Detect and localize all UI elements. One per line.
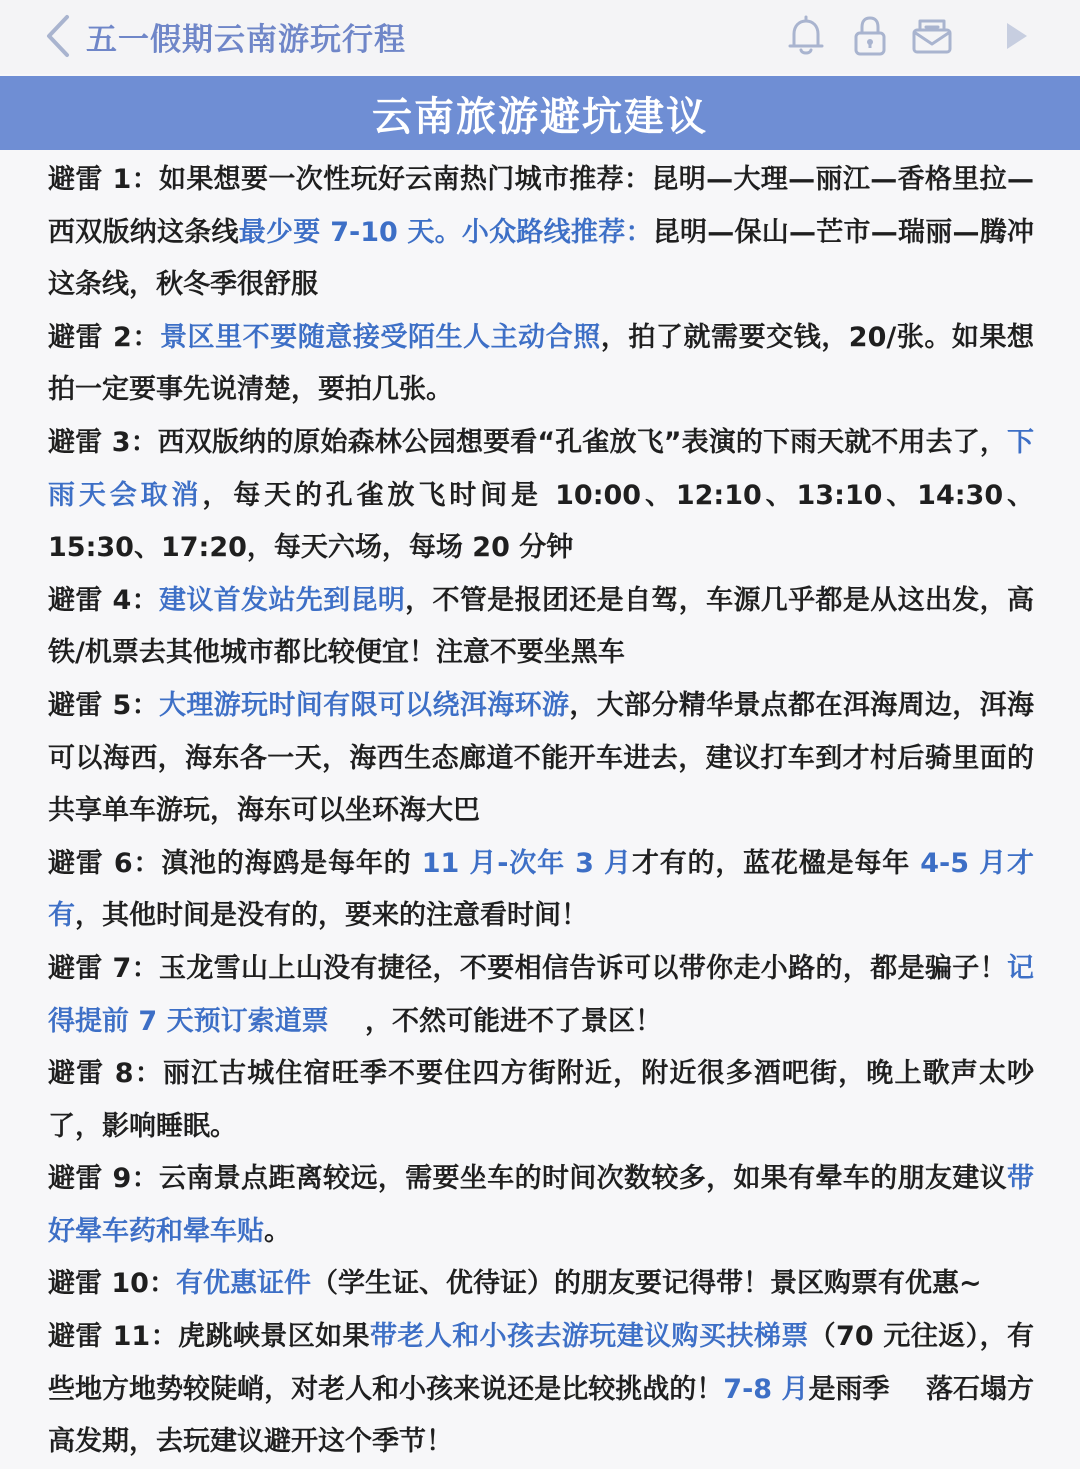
tip-text: 。 (264, 1215, 291, 1247)
tip-text: ，其他时间是没有的，要来的注意看时间！ (75, 900, 588, 932)
banner-title: 云南旅游避坑建议 (372, 93, 708, 140)
back-chevron-icon (43, 13, 73, 59)
lock-button[interactable] (846, 12, 894, 60)
bell-icon (786, 14, 826, 58)
highlight-text: 建议首发站先到昆明 (158, 584, 406, 616)
top-bar (0, 0, 1080, 74)
tip-text: 是雨季 落石塌方高发期，去玩建议避开这个季节！ (48, 1373, 1034, 1458)
tip-text: 避雷 11：虎跳峡景区如果 (48, 1321, 370, 1353)
back-button[interactable] (40, 12, 76, 60)
highlight-text: 4-5 月才有 (48, 847, 1035, 932)
mail-icon (910, 16, 954, 56)
tip-item (48, 1311, 1034, 1469)
tip-text: 避雷 8：丽江古城住宿旺季不要住四方街附近，附近很多酒吧街，晚上歌声太吵了，影响睡眠。 (48, 1058, 1034, 1142)
tip-text: ，不然可能进不了景区！ (328, 1005, 662, 1037)
tip-item (48, 838, 1034, 943)
tip-item (48, 1048, 1034, 1153)
tip-text: 避雷 5： (48, 689, 159, 721)
message-button[interactable] (908, 12, 956, 60)
play-button[interactable] (992, 12, 1040, 60)
tip-item (48, 417, 1034, 575)
highlight-text: 大理游玩时间有限可以绕洱海环游 (158, 689, 570, 721)
tip-text: ，每天的孔雀放飞时间是 10:00、12:10、13:10、14:30、15:30、17:20，每天六场，每场 20 分钟 (48, 479, 1034, 564)
highlight-text: 景区里不要随意接受陌生人主动合照 (159, 321, 601, 353)
lock-icon (852, 14, 888, 58)
highlight-text: 最少要 7-10 天。小众路线推荐： (238, 216, 653, 248)
highlight-text: 11 月-次年 3 月 (421, 847, 632, 879)
document-title: 五一假期云南游玩行程 (86, 22, 406, 58)
highlight-text: 7-8 月 (723, 1373, 809, 1405)
tip-text: 避雷 3：西双版纳的原始森林公园想要看“孔雀放飞”表演的下雨天就不用去了， (48, 426, 1007, 458)
tip-text: 避雷 1：如果想要一次性玩好云南热门城市推荐：昆明—大理—丽江—香格里拉—西双版纳这条线 (48, 164, 1034, 248)
tip-text: ，大部分精华景点都在洱海周边，洱海可以海西，海东各一天，海西生态廊道不能开车进去，建议打车到才村后骑里面的共享单车游玩，海东可以坐环海大巴 (48, 689, 1035, 827)
tip-item (48, 575, 1034, 680)
tip-item (48, 1153, 1034, 1258)
tip-text: ，不管是报团还是自驾，车源几乎都是从这出发，高铁/机票去其他城市都比较便宜！注意不要坐黑车 (48, 584, 1035, 669)
tip-text: （70 元往返），有些地方地势较陡峭，对老人和小孩来说还是比较挑战的！ (48, 1321, 1035, 1405)
highlight-text: 记得提前 7 天预订索道票 (48, 952, 1034, 1037)
play-arrow-icon (1001, 19, 1031, 53)
tip-text: 避雷 10： (48, 1268, 176, 1300)
highlight-text: 下雨天会取消 (48, 426, 1034, 511)
section-banner (0, 76, 1080, 150)
highlight-text: 带好晕车药和晕车贴 (48, 1163, 1034, 1247)
tip-text: 避雷 4： (48, 584, 159, 616)
highlight-text: 有优惠证件 (175, 1268, 311, 1300)
tip-text: 避雷 7：玉龙雪山上山没有捷径，不要相信告诉可以带你走小路的，都是骗子！ (48, 952, 1007, 984)
tip-text: （学生证、优待证）的朋友要记得带！景区购票有优惠~ (310, 1268, 982, 1300)
tip-text: 避雷 9：云南景点距离较远，需要坐车的时间次数较多，如果有晕车的朋友建议 (48, 1163, 1007, 1195)
tip-item (48, 312, 1034, 417)
tip-text: 昆明—保山—芒市—瑞丽—腾冲这条线，秋冬季很舒服 (48, 216, 1035, 301)
tip-text: 避雷 2： (48, 321, 160, 353)
tip-item (48, 943, 1034, 1048)
tip-text: ，拍了就需要交钱，20/张。如果想拍一定要事先说清楚，要拍几张。 (48, 321, 1035, 406)
tip-text: 避雷 6：滇池的海鸥是每年的 (48, 847, 422, 879)
tip-item (48, 154, 1034, 312)
tip-item (48, 1258, 1034, 1311)
tips-list (48, 154, 1034, 1469)
notification-button[interactable] (782, 12, 830, 60)
highlight-text: 带老人和小孩去游玩建议购买扶梯票 (369, 1321, 809, 1353)
tip-item (48, 680, 1034, 838)
tip-text: 才有的，蓝花楹是每年 (631, 847, 921, 879)
